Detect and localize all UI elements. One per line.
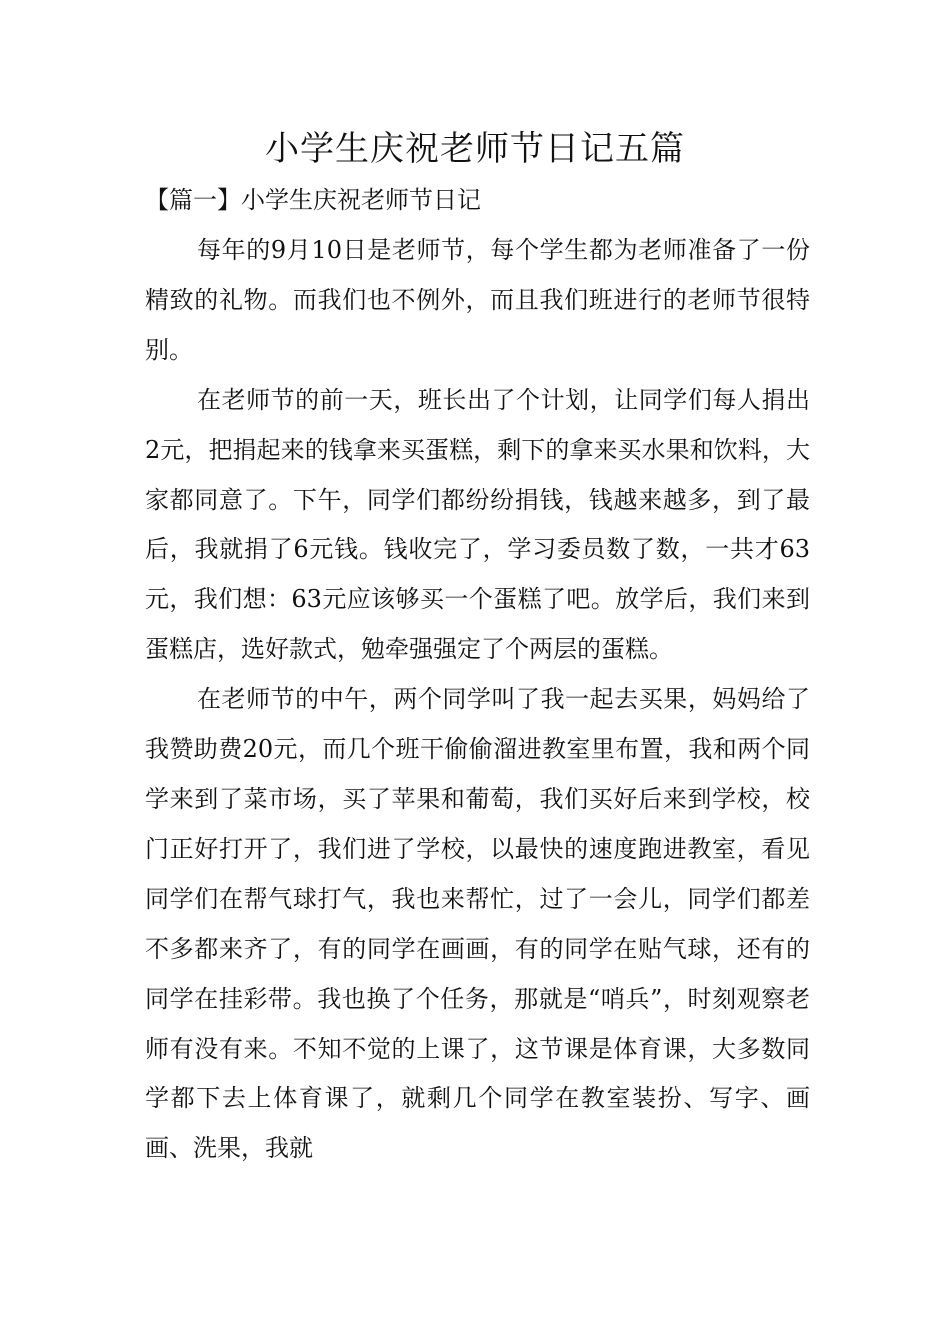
paragraph: 在老师节的中午，两个同学叫了我一起去买果，妈妈给了我赞助费20元，而几个班干偷偷溜进教室里布置，我和两个同学来到了菜市场，买了苹果和葡萄，我们买好后来到学校，校门正好打开了，我们进了学校，以最快的速度跑进教室，看见同学们在帮气球打气，我也来帮忙，过了一会儿，同学们都差不多都来齐了，有的同学在画画，有的同学在贴气球，还有的同学在挂彩带。我也换了个任务，那就是“哨兵”，时刻观察老师有没有来。不知不觉的上课了，这节课是体育课，大多数同学都下去上体育课了，就剩几个同学在教室装扮、写字、画画、洗果，我就 [145,685,810,1163]
document-title: 小学生庆祝老师节日记五篇 [265,129,685,169]
section-heading: 【篇一】小学生庆祝老师节日记 [145,186,481,214]
paragraph: 在老师节的前一天，班长出了个计划，让同学们每人捐出2元，把捐起来的钱拿来买蛋糕，剩下的拿来买水果和饮料，大家都同意了。下午，同学们都纷纷捐钱，钱越来越多，到了最后，我就捐了6元钱。钱收完了，学习委员数了数，一共才63元，我们想：63元应该够买一个蛋糕了吧。放学后，我们来到蛋糕店，选好款式，勉牵强强定了个两层的蛋糕。 [145,385,810,664]
paragraph: 每年的9月10日是老师节，每个学生都为老师准备了一份精致的礼物。而我们也不例外，而且我们班进行的老师节很特别。 [145,236,810,364]
document-body [145,226,810,1174]
